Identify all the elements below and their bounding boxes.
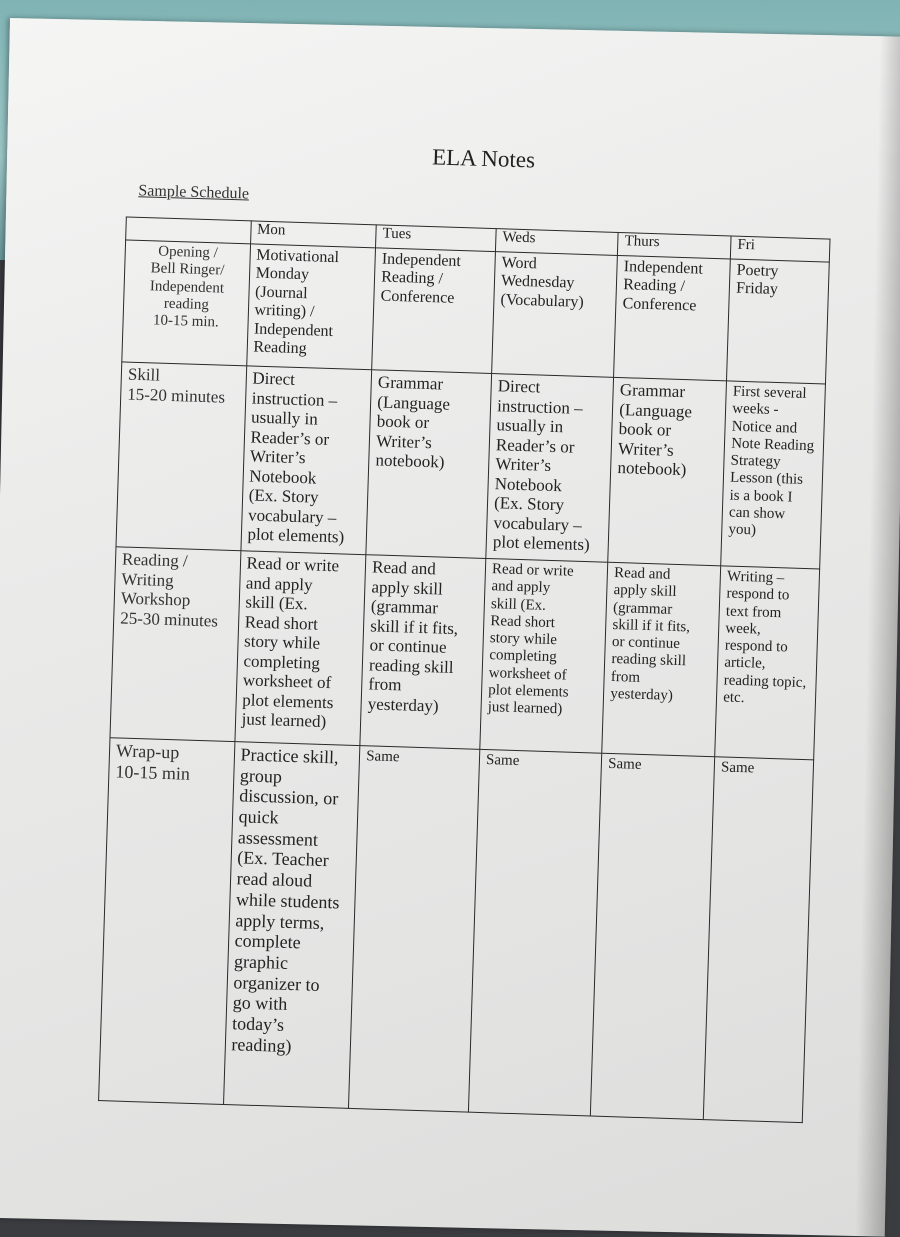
table-cell: Poetry Friday	[727, 259, 830, 384]
table-cell: Direct instruction – usually in Reader’s or Writer’s Notebook (Ex. Story vocabulary – plot elements)	[240, 366, 371, 555]
header-cell-weds: Weds	[496, 229, 619, 256]
row-label: Skill 15-20 minutes	[116, 362, 246, 551]
table-cell: First several weeks - Notice and Note Reading Strategy Lesson (this is a book I can show you)	[721, 381, 826, 569]
table-cell: Same	[703, 757, 813, 1123]
row-label: Reading / Writing Workshop 25-30 minutes	[110, 547, 241, 742]
table-cell: Motivational Monday (Journal writing) / Independent Reading	[246, 244, 375, 370]
table-cell: Practice skill, group discussion, or quick assessment (Ex. Teacher read aloud while students apply terms, complete graphic organizer to go with today’s reading)	[223, 742, 360, 1109]
row-label: Wrap-up 10-15 min	[99, 738, 235, 1105]
table-cell: Same	[468, 749, 602, 1116]
header-cell-tues: Tues	[376, 225, 497, 252]
paper-sheet	[0, 18, 900, 1237]
table-cell: Grammar (Language book or Writer’s notebook)	[366, 370, 492, 559]
table-cell: Independent Reading / Conference	[372, 248, 496, 374]
table-cell: Direct instruction – usually in Reader’s or Writer’s Notebook (Ex. Story vocabulary – plot elements)	[486, 374, 614, 563]
page-subtitle: Sample Schedule	[138, 182, 250, 203]
page-title: ELA Notes	[431, 144, 536, 173]
table-row	[110, 547, 820, 760]
table-cell: Read or write and apply skill (Ex. Read short story while completing worksheet of plot elements just learned)	[234, 551, 366, 746]
schedule-table	[98, 216, 830, 1123]
table-row	[122, 240, 829, 384]
header-cell-fri: Fri	[731, 236, 831, 262]
row-label: Opening / Bell Ringer/ Independent reading 10-15 min.	[122, 240, 250, 366]
table-cell: Same	[349, 746, 480, 1113]
table-cell: Read and apply skill (grammar skill if it fits, or continue reading skill from yesterday)	[602, 562, 721, 756]
table-row	[99, 738, 814, 1123]
table-cell: Read or write and apply skill (Ex. Read short story while completing worksheet of plot elements just learned)	[480, 558, 608, 753]
header-cell-thurs: Thurs	[618, 232, 732, 259]
table-row	[116, 362, 825, 569]
table-cell: Same	[591, 753, 715, 1119]
table-cell: Writing – respond to text from week, respond to article, reading topic, etc.	[715, 566, 820, 760]
table-cell: Word Wednesday (Vocabulary)	[492, 252, 618, 378]
page-edge-shadow	[855, 36, 900, 1236]
table-cell: Grammar (Language book or Writer’s notebook)	[608, 377, 727, 565]
table-cell: Read and apply skill (grammar skill if it fits, or continue reading skill from yesterday)	[360, 555, 486, 750]
table-cell: Independent Reading / Conference	[614, 255, 731, 380]
header-cell-mon: Mon	[250, 221, 376, 248]
